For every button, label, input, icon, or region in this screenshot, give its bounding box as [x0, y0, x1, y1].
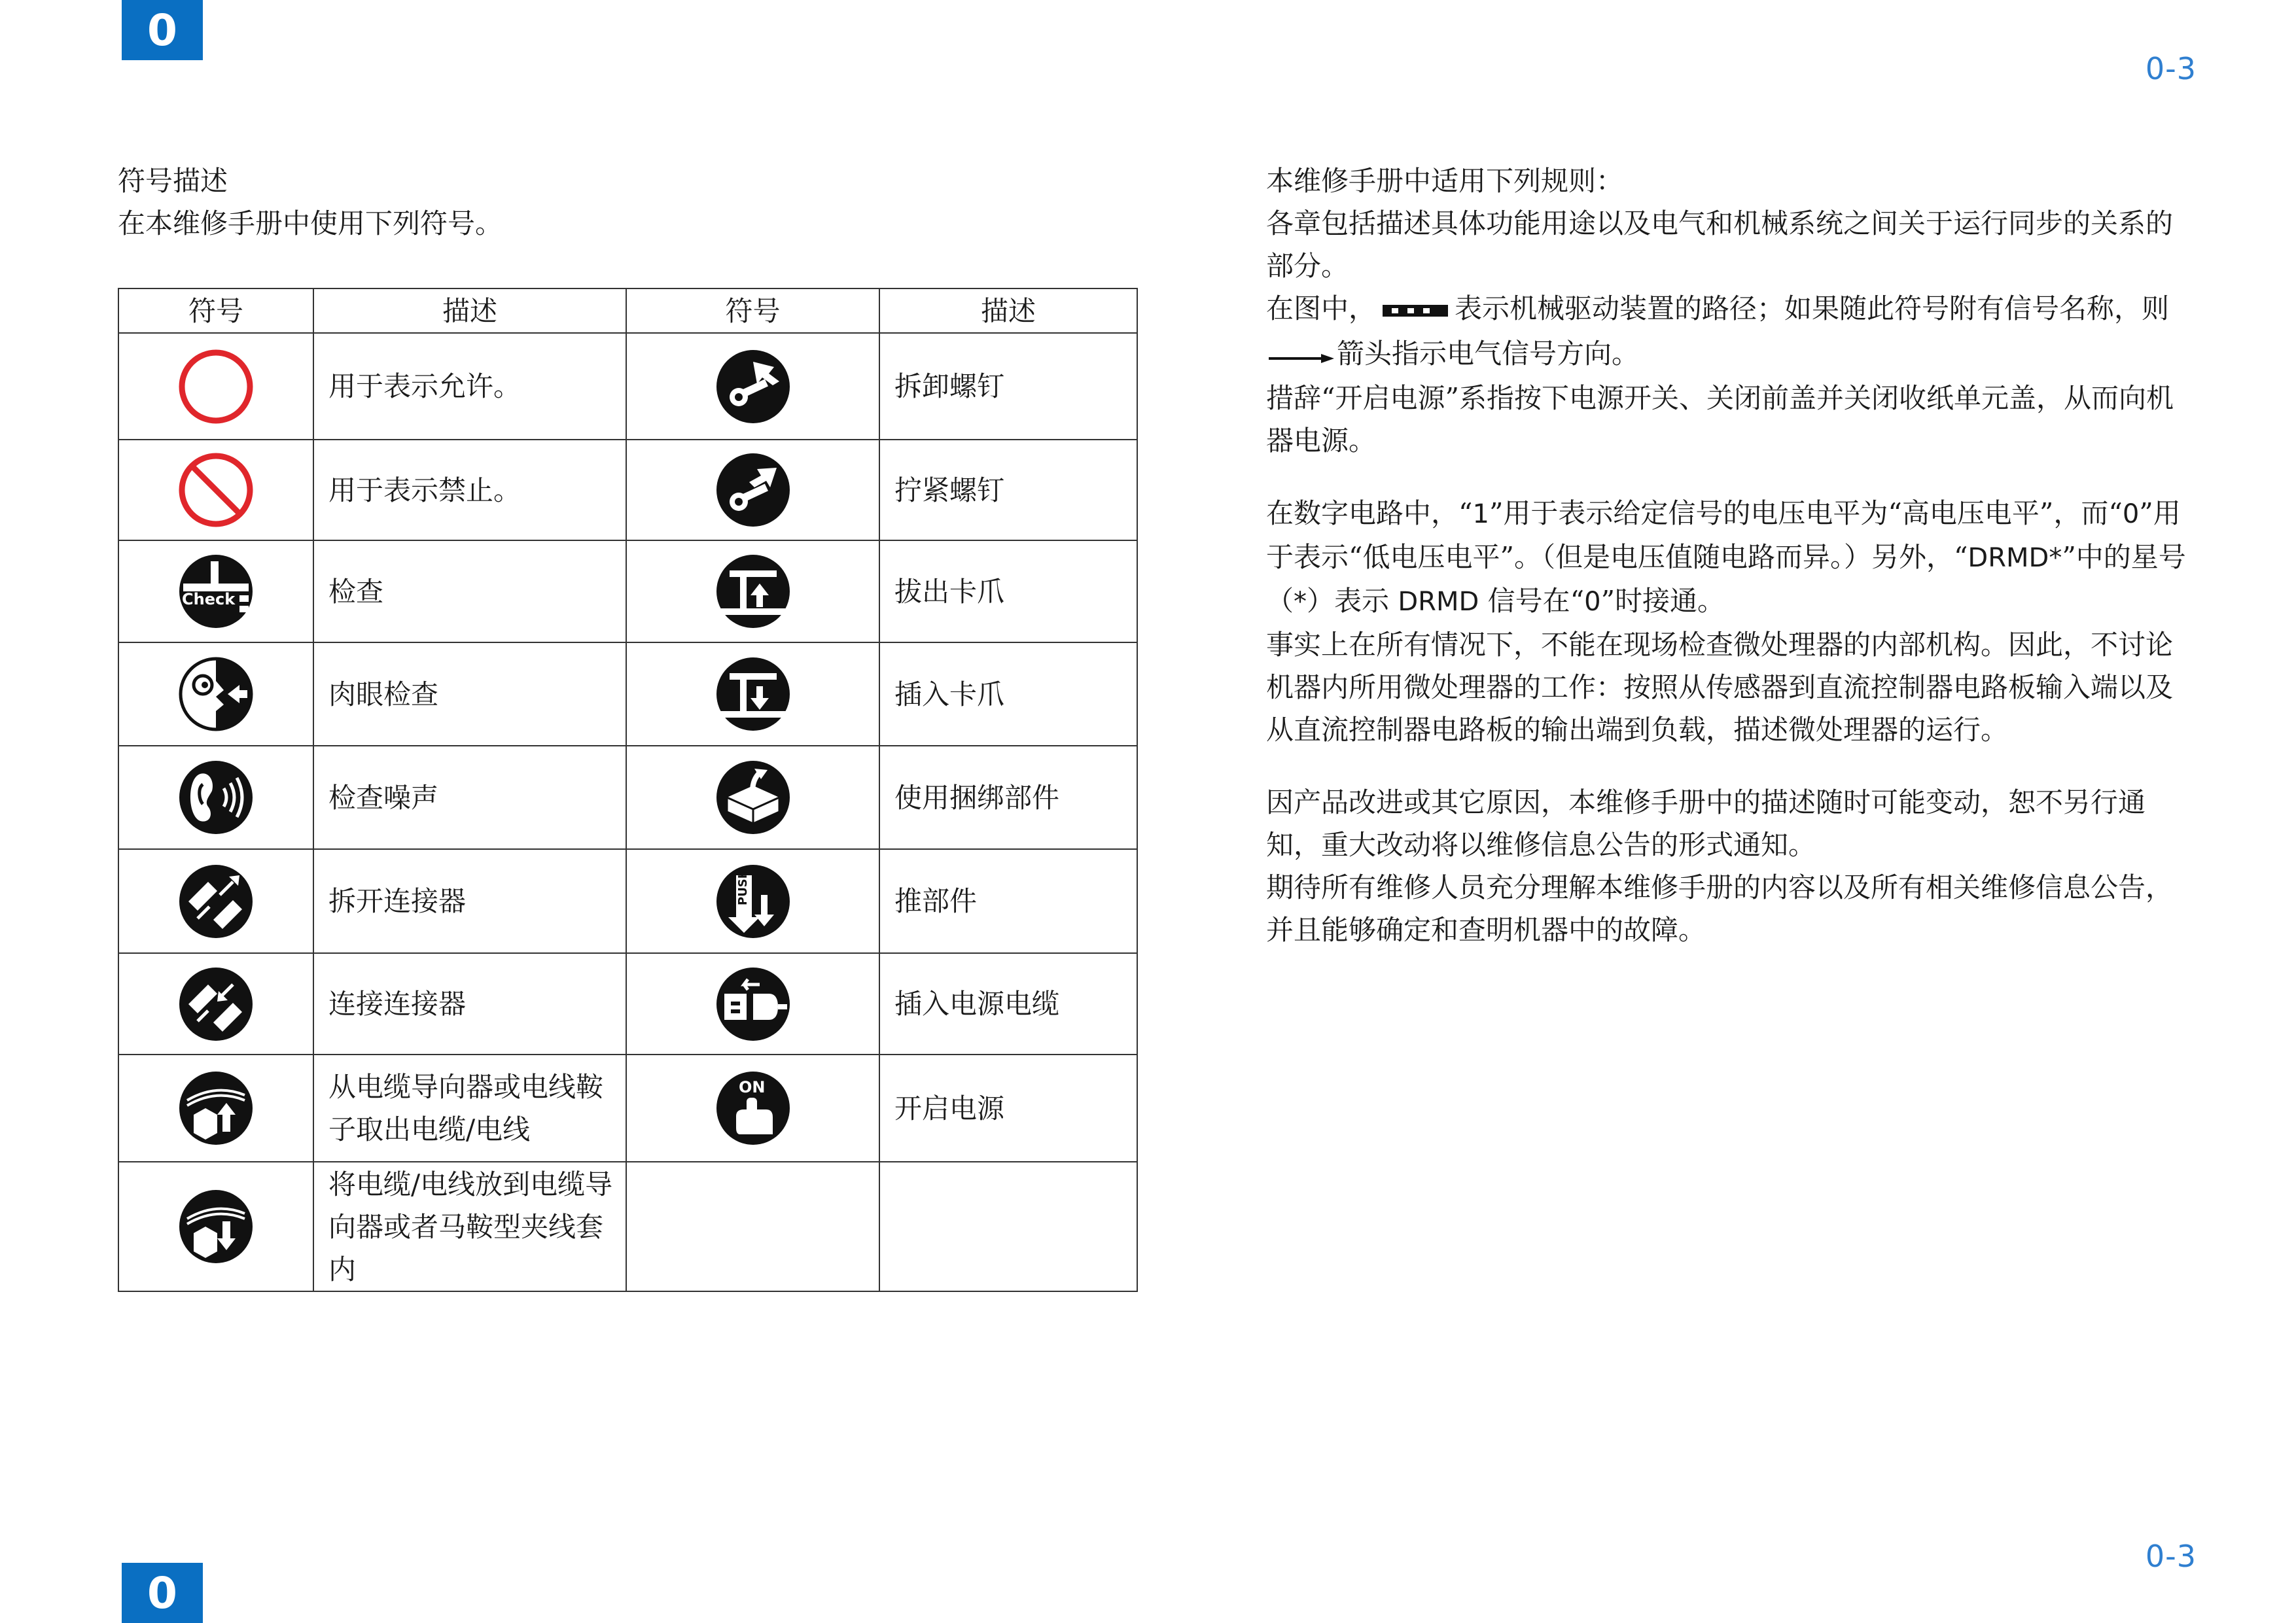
remove-claw-icon: [714, 552, 792, 631]
symbol-description: 拆开连接器: [313, 849, 626, 953]
symbol-description: 使用捆绑部件: [879, 746, 1137, 849]
symbol-description: 推部件: [879, 849, 1137, 953]
rules-heading: 本维修手册中适用下列规则：: [1266, 165, 1624, 197]
empty-description-cell: [879, 1162, 1137, 1291]
rules-paragraph: 期待所有维修人员充分理解本维修手册的内容以及所有相关维修信息公告，并且能够确定和查明机器中的故障。: [1266, 871, 2174, 946]
rules-paragraph: 在数字电路中，“1”用于表示给定信号的电压电平为“高电压电平”，而“0”用于表示“低电压电平”。（但是电压值随电路而异。）另外，“DRMD*”中的星号（*）表示 DRMD 信号在“0”时接通。: [1266, 497, 2186, 617]
rules-column: [1266, 160, 2195, 951]
header-symbol-left: 符号: [118, 288, 313, 333]
table-row: [118, 953, 1137, 1055]
table-row: [118, 849, 1137, 953]
symbol-description: 连接连接器: [313, 953, 626, 1055]
table-row: [118, 642, 1137, 746]
symbol-description: 用于表示允许。: [313, 333, 626, 440]
insert-power-cable-icon: [714, 965, 792, 1043]
symbols-table: [118, 288, 1138, 1292]
section-title: 符号描述: [118, 165, 228, 197]
check-sound-icon: [177, 758, 255, 837]
svg-text:Check: Check: [182, 590, 236, 608]
page-number-bottom: 0-3: [2145, 1539, 2197, 1574]
power-on-icon: [714, 1069, 792, 1147]
permit-circle-icon: [177, 347, 255, 426]
visual-check-icon: [177, 655, 255, 733]
chapter-tab-bottom: 0: [122, 1563, 203, 1623]
symbol-description: 拔出卡爪: [879, 540, 1137, 642]
header-desc-right: 描述: [879, 288, 1137, 333]
mechanical-drive-path-icon: [1383, 290, 1448, 332]
left-column: [118, 160, 1139, 245]
tighten-screw-icon: [714, 451, 792, 529]
empty-symbol-cell: [626, 1162, 879, 1291]
symbol-description: 用于表示禁止。: [313, 440, 626, 540]
symbol-description: 插入卡爪: [879, 642, 1137, 746]
disconnect-connector-icon: [177, 862, 255, 941]
binding-part-icon: [714, 758, 792, 837]
rules-paragraph: 措辞“开启电源”系指按下电源开关、关闭前盖并关闭收纸单元盖，从而向机器电源。: [1266, 382, 2174, 457]
rules-paragraph: 在图中， 表示机械驱动装置的路径；如果随此符号附有信号名称，则箭头指示电气信号方向。: [1266, 287, 2195, 377]
table-row: [118, 1162, 1137, 1291]
svg-text:ON: ON: [738, 1078, 765, 1096]
push-part-icon: [714, 862, 792, 941]
symbol-description: 从电缆导向器或电线鞍子取出电缆/电线: [313, 1055, 626, 1162]
header-symbol-right: 符号: [626, 288, 879, 333]
chapter-tab-top: 0: [122, 0, 203, 60]
table-header-row: [118, 288, 1137, 333]
symbol-description: 拧紧螺钉: [879, 440, 1137, 540]
rules-paragraph: 各章包括描述具体功能用途以及电气和机械系统之间关于运行同步的关系的部分。: [1266, 207, 2174, 282]
symbol-description: 拆卸螺钉: [879, 333, 1137, 440]
rules-paragraph: 事实上在所有情况下，不能在现场检查微处理器的内部机构。因此，不讨论机器内所用微处理器的工作：按照从传感器到直流控制器电路板输入端以及从直流控制器电路板的输出端到负载，描述微处理器的运行。: [1266, 629, 2174, 746]
symbol-description: 插入电源电缆: [879, 953, 1137, 1055]
symbol-description: 开启电源: [879, 1055, 1137, 1162]
header-desc-left: 描述: [313, 288, 626, 333]
table-row: [118, 1055, 1137, 1162]
signal-arrow-icon: [1269, 334, 1334, 377]
page-number-top: 0-3: [2145, 51, 2197, 86]
remove-cable-icon: [177, 1069, 255, 1147]
symbol-description: 肉眼检查: [313, 642, 626, 746]
section-text: 在本维修手册中使用下列符号。: [118, 207, 503, 239]
table-row: [118, 746, 1137, 849]
insert-cable-icon: [177, 1187, 255, 1266]
symbol-description: 将电缆/电线放到电缆导向器或者马鞍型夹线套内: [313, 1162, 626, 1291]
connect-connector-icon: [177, 965, 255, 1043]
table-row: [118, 440, 1137, 540]
symbol-description: 检查噪声: [313, 746, 626, 849]
rules-paragraph: 因产品改进或其它原因，本维修手册中的描述随时可能变动，恕不另行通知，重大改动将以维修信息公告的形式通知。: [1266, 786, 2146, 861]
remove-screw-icon: [714, 347, 792, 426]
symbol-description: 检查: [313, 540, 626, 642]
check-icon: [177, 552, 255, 631]
svg-text:PUSH: PUSH: [735, 868, 750, 905]
prohibit-icon: [177, 451, 255, 529]
symbols-intro: [118, 160, 1139, 245]
insert-claw-icon: [714, 655, 792, 733]
table-row: [118, 540, 1137, 642]
table-row: [118, 333, 1137, 440]
